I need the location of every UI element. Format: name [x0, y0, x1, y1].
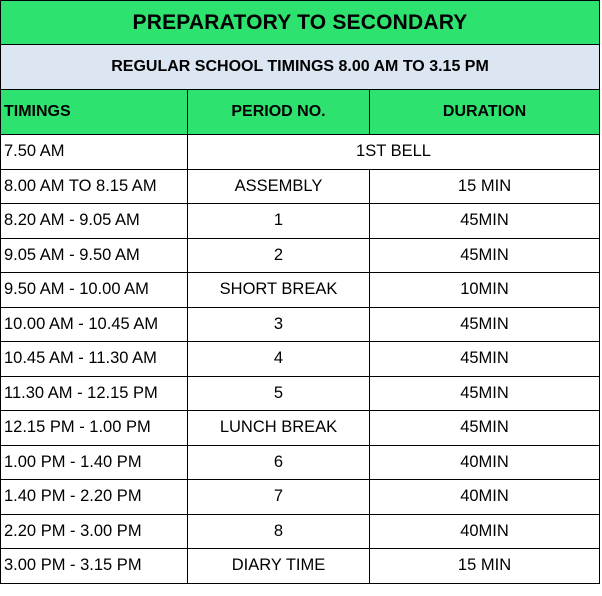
row-timing-cell: 1.40 PM - 2.20 PM: [1, 480, 188, 515]
row-duration-cell: 45MIN: [370, 307, 600, 342]
row-timing-cell: 2.20 PM - 3.00 PM: [1, 514, 188, 549]
row-timing-cell: 8.00 AM TO 8.15 AM: [1, 169, 188, 204]
row-period-cell: 3: [188, 307, 370, 342]
row-period-cell: 4: [188, 342, 370, 377]
row-period-cell: 5: [188, 376, 370, 411]
row-timing-cell: 9.05 AM - 9.50 AM: [1, 238, 188, 273]
row-duration-cell: 45MIN: [370, 204, 600, 239]
column-header-row: [1, 90, 600, 135]
row-period-cell: 1: [188, 204, 370, 239]
table-row: [1, 514, 600, 549]
row-timing-cell: 1.00 PM - 1.40 PM: [1, 445, 188, 480]
table-row: [1, 411, 600, 446]
table-row: [1, 342, 600, 377]
row-period-cell: LUNCH BREAK: [188, 411, 370, 446]
row-duration-cell: 45MIN: [370, 376, 600, 411]
row-duration-cell: 45MIN: [370, 238, 600, 273]
first-bell-row: [1, 135, 600, 170]
row-period-cell: SHORT BREAK: [188, 273, 370, 308]
row-duration-cell: 40MIN: [370, 445, 600, 480]
row-duration-cell: 10MIN: [370, 273, 600, 308]
row-timing-cell: 8.20 AM - 9.05 AM: [1, 204, 188, 239]
table-row: [1, 376, 600, 411]
row-duration-cell: 45MIN: [370, 342, 600, 377]
row-period-cell: DIARY TIME: [188, 549, 370, 584]
table-row: [1, 445, 600, 480]
row-period-cell: ASSEMBLY: [188, 169, 370, 204]
column-header-timings: TIMINGS: [1, 90, 188, 135]
table-row: [1, 169, 600, 204]
title-row: [1, 1, 600, 45]
table-row: [1, 238, 600, 273]
row-period-cell: 2: [188, 238, 370, 273]
row-timing-cell: 10.45 AM - 11.30 AM: [1, 342, 188, 377]
row-duration-cell: 40MIN: [370, 480, 600, 515]
timings-subtitle: REGULAR SCHOOL TIMINGS 8.00 AM TO 3.15 PM: [1, 45, 600, 90]
row-timing-cell: 9.50 AM - 10.00 AM: [1, 273, 188, 308]
timetable-body: [1, 1, 600, 584]
row-timing-cell: 12.15 PM - 1.00 PM: [1, 411, 188, 446]
column-header-period: PERIOD NO.: [188, 90, 370, 135]
first-bell-label: 1ST BELL: [188, 135, 600, 170]
subtitle-row: [1, 45, 600, 90]
table-row: [1, 204, 600, 239]
row-period-cell: 6: [188, 445, 370, 480]
row-duration-cell: 45MIN: [370, 411, 600, 446]
first-bell-time: 7.50 AM: [1, 135, 188, 170]
table-row: [1, 549, 600, 584]
column-header-duration: DURATION: [370, 90, 600, 135]
row-duration-cell: 15 MIN: [370, 549, 600, 584]
table-row: [1, 307, 600, 342]
row-period-cell: 7: [188, 480, 370, 515]
row-timing-cell: 11.30 AM - 12.15 PM: [1, 376, 188, 411]
table-row: [1, 480, 600, 515]
row-duration-cell: 15 MIN: [370, 169, 600, 204]
page-title: PREPARATORY TO SECONDARY: [1, 1, 600, 45]
row-timing-cell: 3.00 PM - 3.15 PM: [1, 549, 188, 584]
row-duration-cell: 40MIN: [370, 514, 600, 549]
table-row: [1, 273, 600, 308]
row-period-cell: 8: [188, 514, 370, 549]
row-timing-cell: 10.00 AM - 10.45 AM: [1, 307, 188, 342]
